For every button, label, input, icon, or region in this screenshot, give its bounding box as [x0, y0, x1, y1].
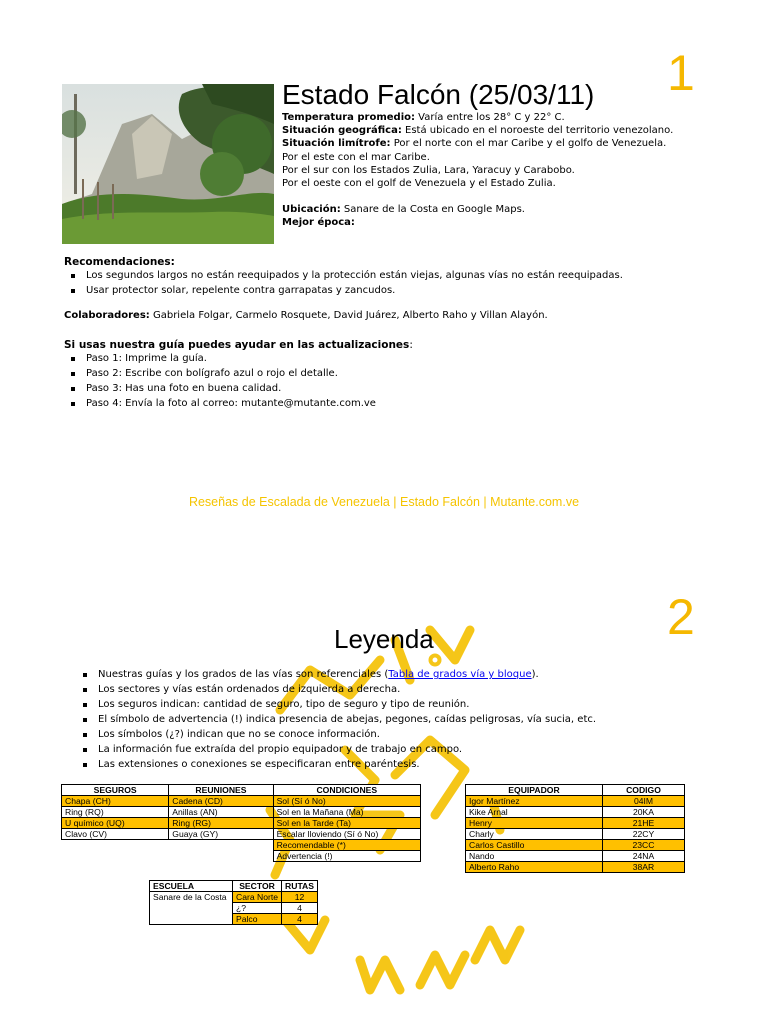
table-row: [466, 807, 685, 818]
limits-label: Situación limítrofe:: [282, 138, 391, 150]
table-cell: Anillas (AN): [169, 807, 273, 818]
footer-link[interactable]: Reseñas de Escalada de Venezuela | Estado Falcón | Mutante.com.ve: [188, 495, 580, 509]
state-info: [282, 111, 722, 230]
table-row: [466, 840, 685, 851]
table-cell: Recomendable (*): [273, 840, 420, 851]
list-item: Los símbolos (¿?) indican que no se conoce información.: [76, 727, 716, 742]
table-header: RUTAS: [282, 881, 318, 892]
temp-value: Varía entre los 28° C y 22° C.: [415, 112, 565, 123]
table-row: [466, 862, 685, 873]
collaborators: [64, 310, 548, 321]
collaborators-label: Colaboradores:: [64, 310, 150, 321]
table-cell: Cadena (CD): [169, 796, 273, 807]
table-header: CODIGO: [603, 785, 685, 796]
help-colon: :: [409, 339, 413, 351]
bullet-text: ).: [531, 669, 539, 680]
table-cell: 12: [282, 892, 318, 903]
list-item: El símbolo de advertencia (!) indica presencia de abejas, pegones, caídas peligrosas, vía sucia, etc.: [76, 712, 716, 727]
grades-table-link[interactable]: Tabla de grados vía y bloque: [388, 669, 532, 680]
list-item: Los sectores y vías están ordenados de izquierda a derecha.: [76, 682, 716, 697]
geo-label: Situación geográfica:: [282, 125, 402, 137]
legend-table: [61, 784, 421, 862]
table-row: [466, 818, 685, 829]
table-cell: Henry: [466, 818, 603, 829]
legend-title: Leyenda: [334, 624, 434, 654]
table-header: REUNIONES: [169, 785, 273, 796]
table-cell: 4: [282, 903, 318, 914]
table-cell: Nando: [466, 851, 603, 862]
list-item: Los seguros indican: cantidad de seguro, tipo de seguro y tipo de reunión.: [76, 697, 716, 712]
table-cell: Sol en la Tarde (Ta): [273, 818, 420, 829]
table-cell: Ring (RG): [169, 818, 273, 829]
page-title: Estado Falcón (25/03/11): [282, 79, 595, 110]
help-title: Si usas nuestra guía puedes ayudar en las actualizaciones: [64, 339, 410, 351]
best-season-label: Mejor época:: [282, 217, 355, 229]
table-row: [62, 807, 421, 818]
table-header: EQUIPADOR: [466, 785, 603, 796]
table-cell: Carlos Castillo: [466, 840, 603, 851]
table-cell: 21HE: [603, 818, 685, 829]
table-cell: 04IM: [603, 796, 685, 807]
limits-line-3: Por el sur con los Estados Zulia, Lara, Yaracuy y Carabobo.: [282, 164, 575, 176]
table-header: CONDICIONES: [273, 785, 420, 796]
table-cell: Sol (Sí ó No): [273, 796, 420, 807]
list-item: Los segundos largos no están reequipados y la protección están viejas, algunas vías no están reequipadas.: [64, 268, 724, 283]
legend-bullets: [76, 667, 716, 772]
table-cell: 20KA: [603, 807, 685, 818]
table-cell: Palco: [233, 914, 282, 925]
page-number: 2: [667, 589, 695, 645]
list-item: Usar protector solar, repelente contra garrapatas y zancudos.: [64, 283, 724, 298]
table-cell: 38AR: [603, 862, 685, 873]
table-row: [466, 829, 685, 840]
escuela-table: [149, 880, 318, 925]
table-row: [62, 818, 421, 829]
table-cell: Sol en la Mañana (Ma): [273, 807, 420, 818]
location-value: Sanare de la Costa en Google Maps.: [340, 204, 525, 216]
list-item: Paso 4: Envía la foto al correo: mutante@mutante.com.ve: [64, 396, 724, 411]
table-row: [62, 851, 421, 862]
page-number: 1: [667, 45, 695, 101]
table-cell: Igor Martínez: [466, 796, 603, 807]
table-cell: Guaya (GY): [169, 829, 273, 840]
list-item: La información fue extraída del propio equipador y de trabajo en campo.: [76, 742, 716, 757]
limits-line-2: Por el este con el mar Caribe.: [282, 151, 430, 163]
recommendations-title: Recomendaciones:: [64, 256, 175, 268]
table-cell: Chapa (CH): [62, 796, 169, 807]
equipador-table: [465, 784, 685, 873]
table-cell: U químico (UQ): [62, 818, 169, 829]
recommendations: [64, 256, 724, 298]
table-cell: Escalar lloviendo (Sí ó No): [273, 829, 420, 840]
list-item: [76, 667, 716, 682]
table-header: ESCUELA: [150, 881, 233, 892]
list-item: Paso 3: Has una foto en buena calidad.: [64, 381, 724, 396]
table-cell: ¿?: [233, 903, 282, 914]
table-cell: Ring (RQ): [62, 807, 169, 818]
landscape-photo: [62, 84, 274, 244]
limits-value: Por el norte con el mar Caribe y el golfo de Venezuela.: [390, 138, 667, 150]
table-cell: Charly: [466, 829, 603, 840]
table-cell: Clavo (CV): [62, 829, 169, 840]
collaborators-value: Gabriela Folgar, Carmelo Rosquete, David Juárez, Alberto Raho y Villan Alayón.: [149, 310, 548, 321]
bullet-text: Nuestras guías y los grados de las vías son referenciales (: [98, 669, 389, 680]
geo-value: Está ubicado en el noroeste del territorio venezolano.: [401, 125, 674, 137]
location-label: Ubicación:: [282, 204, 341, 216]
table-row: [62, 796, 421, 807]
table-cell: Alberto Raho: [466, 862, 603, 873]
table-row: [466, 851, 685, 862]
table-header: SECTOR: [233, 881, 282, 892]
table-cell: Advertencia (!): [273, 851, 420, 862]
table-header: SEGUROS: [62, 785, 169, 796]
help-section: [64, 339, 724, 411]
table-cell: Sanare de la Costa: [150, 892, 233, 925]
table-cell: 4: [282, 914, 318, 925]
table-row: [466, 796, 685, 807]
table-cell: 24NA: [603, 851, 685, 862]
table-cell: Kike Arnal: [466, 807, 603, 818]
table-row: [150, 892, 318, 903]
table-cell: Cara Norte: [233, 892, 282, 903]
list-item: Paso 1: Imprime la guía.: [64, 351, 724, 366]
list-item: Paso 2: Escribe con bolígrafo azul o rojo el detalle.: [64, 366, 724, 381]
table-cell: 23CC: [603, 840, 685, 851]
temp-label: Temperatura promedio:: [282, 112, 415, 123]
list-item: Las extensiones o conexiones se especificaran entre paréntesis.: [76, 757, 716, 772]
table-cell: 22CY: [603, 829, 685, 840]
table-row: [62, 829, 421, 840]
table-row: [62, 840, 421, 851]
limits-line-4: Por el oeste con el golf de Venezuela y el Estado Zulia.: [282, 178, 556, 190]
